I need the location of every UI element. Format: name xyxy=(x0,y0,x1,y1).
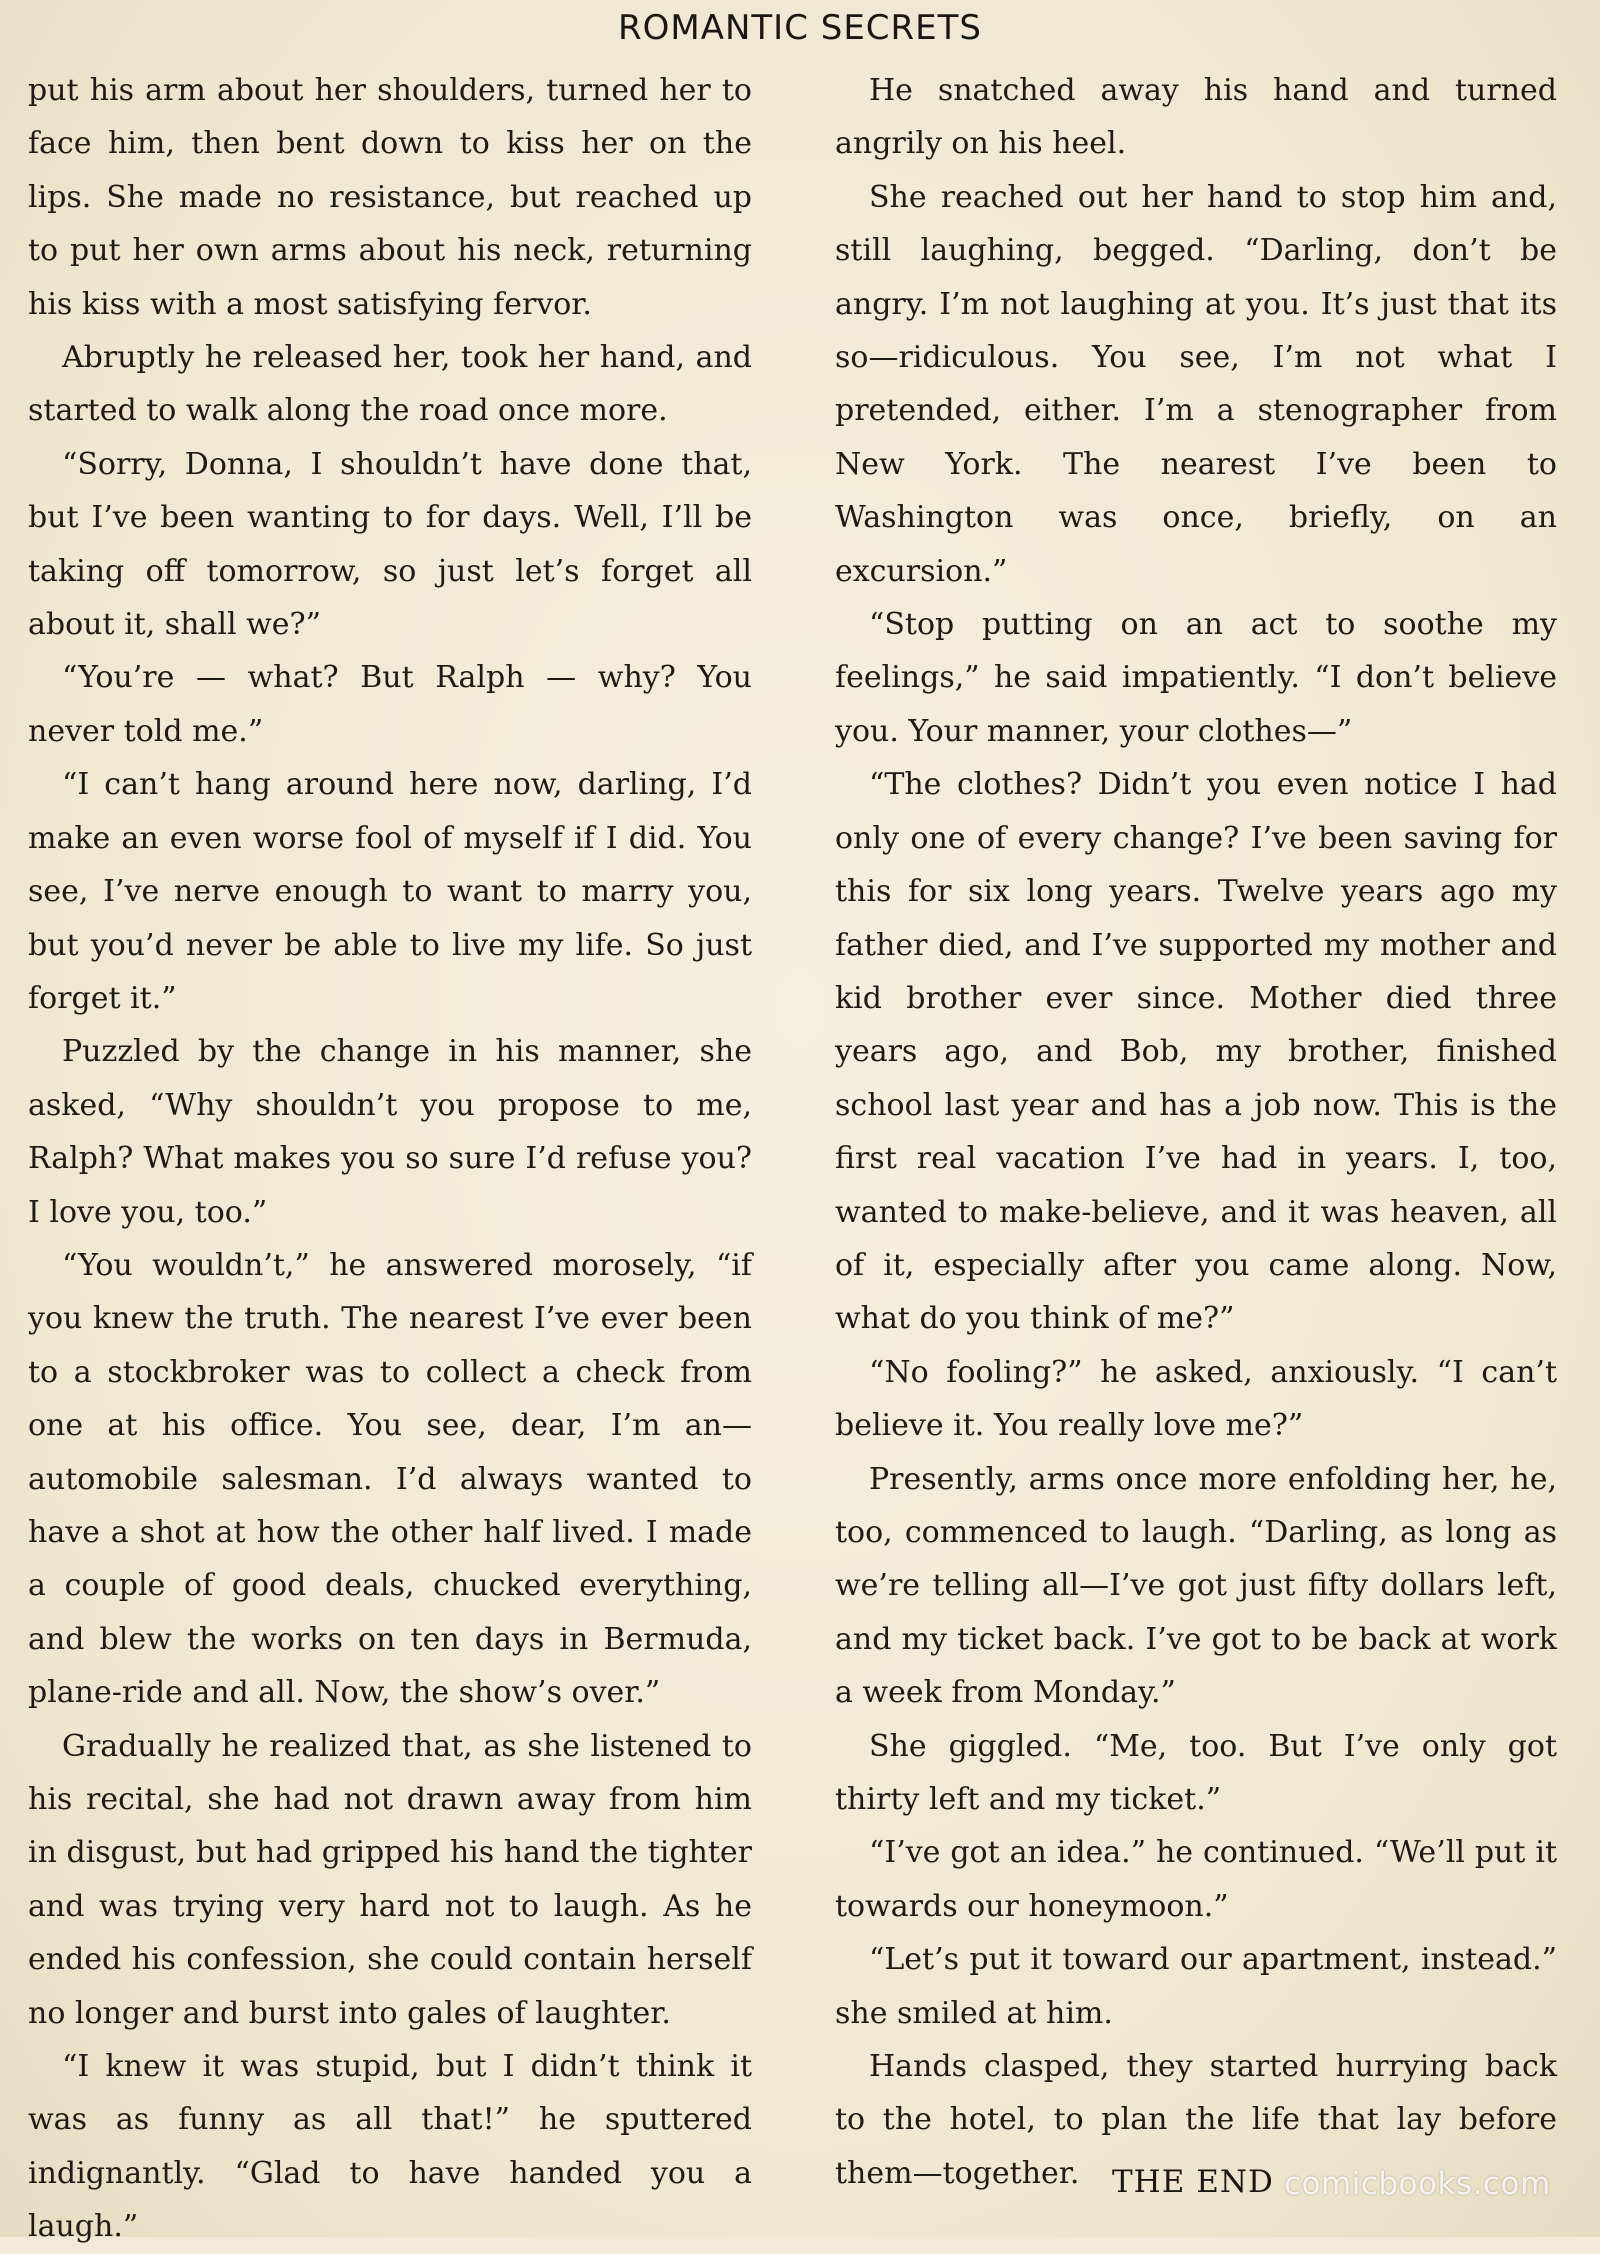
paragraph: Hands clasped, they started hurrying back to the hotel, to plan the life that lay before them—together. xyxy=(835,2049,1557,2191)
paragraph: “Stop putting on an act to soothe my feelings,” he said impatiently. “I don’t believe you. Your manner, your clothes—” xyxy=(835,607,1557,749)
watermark-text: comicbooks.com xyxy=(1284,2166,1551,2202)
paragraph: “You’re — what? But Ralph — why? You never told me.” xyxy=(28,660,752,749)
page-header-title: ROMANTIC SECRETS xyxy=(617,8,983,48)
paragraph: Gradually he realized that, as she listened to his recital, she had not drawn away from him in disgust, but had gripped his hand the tighter and was trying very hard not to laugh. As he ended his confession, she could contain herself no longer and burst into gales of laughter. xyxy=(28,1728,752,2031)
paragraph: put his arm about her shoulders, turned her to face him, then bent down to kiss her on the lips. She made no resistance, but reached up to put her own arms about his neck, returning his kiss with a most satisfying fervor. xyxy=(28,73,752,322)
paragraph: Puzzled by the change in his manner, she asked, “Why shouldn’t you propose to me, Ralph? What makes you so sure I’d refuse you? I love you, too.” xyxy=(28,1034,752,1230)
right-text-column xyxy=(835,64,1557,2200)
paragraph: “The clothes? Didn’t you even notice I had only one of every change? I’ve been saving for this for six long years. Twelve years ago my father died, and I’ve supported my mother and kid brother ever since. Mother died three years ago, and Bob, my brother, finished school last year and has a job now. This is the first real vacation I’ve had in years. I, too, wanted to make-believe, and it was heaven, all of it, especially after you came along. Now, what do you think of me?” xyxy=(835,767,1557,1337)
paragraph: “Let’s put it toward our apartment, instead.” she smiled at him. xyxy=(835,1942,1557,2031)
paragraph: He snatched away his hand and turned angrily on his heel. xyxy=(835,73,1557,162)
paragraph: “I’ve got an idea.” he continued. “We’ll put it towards our honeymoon.” xyxy=(835,1835,1557,1924)
paragraph: She giggled. “Me, too. But I’ve only got thirty left and my ticket.” xyxy=(835,1728,1557,1817)
paragraph: “Sorry, Donna, I shouldn’t have done that, but I’ve been wanting to for days. Well, I’ll be taking off tomorrow, so just let’s forget all about it, shall we?” xyxy=(28,446,752,643)
paragraph: Presently, arms once more enfolding her, he, too, commenced to laugh. “Darling, as long as we’re telling all—I’ve got just fifty dollars left, and my ticket back. I’ve got to be back at work a week from Monday.” xyxy=(835,1461,1557,1711)
paragraph: “I knew it was stupid, but I didn’t think it was as funny as all that!” he sputtered indignantly. “Glad to have handed you a laugh.” xyxy=(28,2049,752,2245)
paragraph: “I can’t hang around here now, darling, I’d make an even worse fool of myself if I did. You see, I’ve nerve enough to want to marry you, but you’d never be able to live my life. So just forget it.” xyxy=(28,767,752,1016)
paragraph: “You wouldn’t,” he answered morosely, “if you knew the truth. The nearest I’ve ever been to a stockbroker was to collect a check from one at his office. You see, dear, I’m an— automobile salesman. I’d always wanted to have a shot at how the other half lived. I made a couple of good deals, chucked everything, and blew the works on ten days in Bermuda, plane-ride and all. Now, the show’s over.” xyxy=(28,1247,752,1711)
paragraph: Abruptly he released her, took her hand, and started to walk along the road once more. xyxy=(28,340,752,429)
paragraph: She reached out her hand to stop him and, still laughing, begged. “Darling, don’t be angry. I’m not laughing at you. It’s just that its so—ridiculous. You see, I’m not what I pretended, either. I’m a stenographer from New York. The nearest I’ve been to Washington was once, briefly, on an excursion.” xyxy=(835,179,1557,589)
paragraph: “No fooling?” he asked, anxiously. “I can’t believe it. You really love me?” xyxy=(835,1354,1557,1444)
story-end-label: THE END xyxy=(1112,2164,1274,2200)
left-text-column xyxy=(28,64,752,2254)
